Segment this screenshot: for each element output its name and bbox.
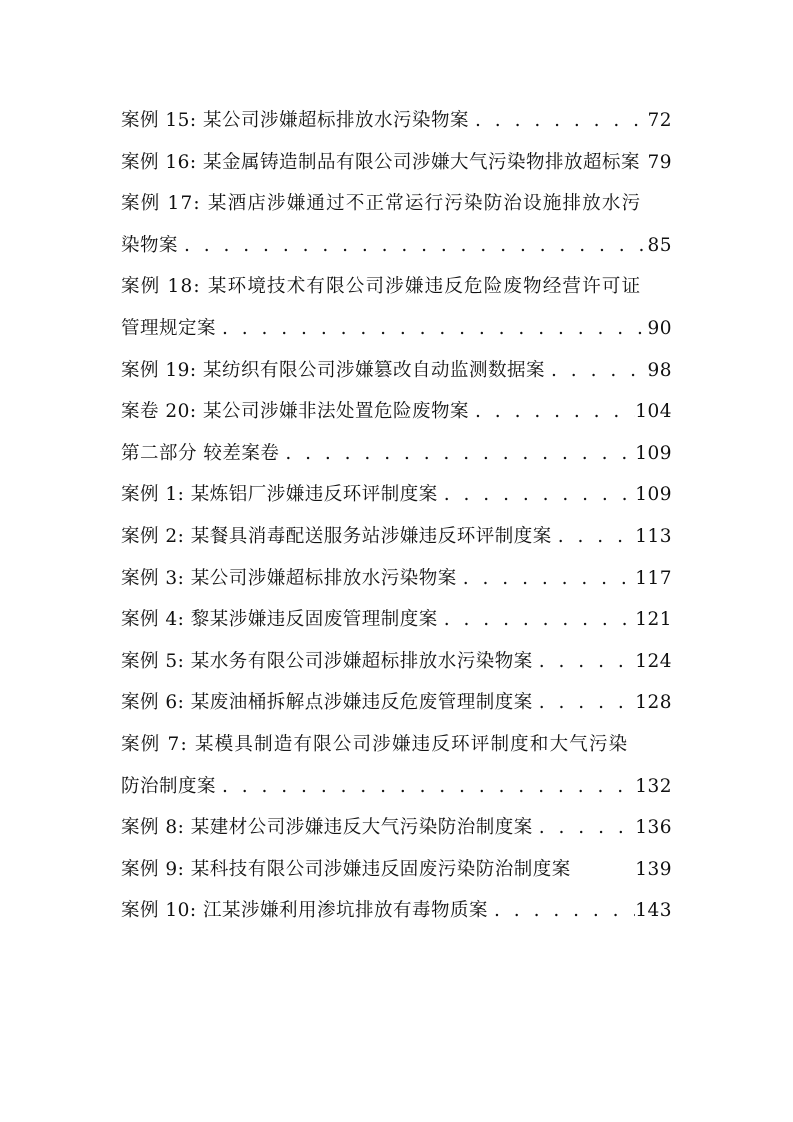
toc-entry-title: 管理规定案	[121, 317, 217, 339]
toc-entry-page: 113	[635, 525, 672, 547]
toc-entry-title: 案例 3: 某公司涉嫌超标排放水污染物案	[121, 567, 457, 589]
toc-entry[interactable]	[121, 890, 672, 932]
toc-leader-dots	[488, 890, 635, 932]
toc-entry-continued[interactable]	[121, 308, 672, 350]
toc-entry[interactable]	[121, 183, 672, 225]
toc-entry-title: 案例 19: 某纺织有限公司涉嫌篡改自动监测数据案	[121, 359, 546, 381]
toc-entry-title: 案例 9: 某科技有限公司涉嫌违反固废污染防治制度案	[121, 858, 571, 880]
toc-entry-page: 136	[635, 817, 672, 839]
toc-entry-page: 143	[635, 900, 672, 922]
toc-leader-dots	[533, 682, 635, 724]
toc-entry[interactable]	[121, 641, 672, 683]
toc-entry-page: 109	[635, 484, 672, 506]
toc-leader-dots	[438, 474, 635, 516]
toc-entry[interactable]	[121, 849, 672, 891]
toc-entry[interactable]	[121, 100, 672, 142]
toc-entry-continued[interactable]	[121, 225, 672, 267]
toc-entry-title: 防治制度案	[121, 775, 217, 797]
toc-leader-dots	[279, 433, 635, 475]
toc-leader-dots	[469, 391, 635, 433]
toc-entry-page: 104	[635, 401, 672, 423]
toc-entry-title: 案例 7: 某模具制造有限公司涉嫌违反环评制度和大气污染	[121, 733, 629, 755]
toc-entry[interactable]	[121, 724, 672, 766]
toc-entry-page: 72	[647, 110, 672, 131]
toc-entry-title: 案例 18: 某环境技术有限公司涉嫌违反危险废物经营许可证	[121, 276, 642, 298]
toc-entry-page: 98	[647, 359, 672, 381]
toc-entry-page: 90	[647, 317, 672, 339]
toc-leader-dots	[178, 225, 647, 267]
toc-leader-dots	[533, 641, 635, 683]
toc-entry-title: 案例 2: 某餐具消毒配送服务站涉嫌违反环评制度案	[121, 525, 552, 547]
toc-entry-title: 案例 17: 某酒店涉嫌通过不正常运行污染防治设施排放水污	[121, 193, 642, 215]
toc-entry-title: 案例 1: 某炼铝厂涉嫌违反环评制度案	[121, 484, 438, 506]
table-of-contents	[121, 100, 672, 932]
toc-entry[interactable]	[121, 266, 672, 308]
toc-entry-title: 案例 15: 某公司涉嫌超标排放水污染物案	[121, 110, 470, 131]
toc-entry[interactable]	[121, 474, 672, 516]
toc-entry-title: 案例 16: 某金属铸造制品有限公司涉嫌大气污染物排放超标案	[121, 151, 641, 173]
toc-entry-title: 染物案	[121, 234, 179, 256]
toc-entry-page: 132	[635, 775, 672, 797]
toc-entry-title: 案例 4: 黎某涉嫌违反固废管理制度案	[121, 609, 438, 631]
toc-leader-dots	[533, 807, 635, 849]
toc-entry[interactable]	[121, 807, 672, 849]
toc-entry-title: 案例 10: 江某涉嫌利用渗坑排放有毒物质案	[121, 900, 489, 922]
toc-entry-page: 117	[635, 567, 672, 589]
toc-entry-title: 案卷 20: 某公司涉嫌非法处置危险废物案	[121, 401, 470, 423]
toc-entry-continued[interactable]	[121, 766, 672, 808]
toc-entry-title: 案例 6: 某废油桶拆解点涉嫌违反危废管理制度案	[121, 692, 533, 714]
toc-leader-dots	[216, 766, 635, 808]
toc-entry[interactable]	[121, 350, 672, 392]
toc-entry-title: 案例 8: 某建材公司涉嫌违反大气污染防治制度案	[121, 817, 533, 839]
toc-section-heading[interactable]	[121, 433, 672, 475]
toc-entry[interactable]	[121, 391, 672, 433]
toc-leader-dots	[469, 100, 647, 142]
toc-entry[interactable]	[121, 142, 672, 184]
toc-entry-page: 79	[647, 151, 672, 173]
toc-leader-dots	[438, 599, 635, 641]
toc-leader-dots	[545, 350, 647, 392]
toc-leader-dots	[216, 308, 647, 350]
toc-entry[interactable]	[121, 599, 672, 641]
toc-leader-dots	[457, 558, 635, 600]
toc-entry[interactable]	[121, 516, 672, 558]
toc-entry-page: 139	[635, 858, 672, 880]
toc-leader-dots	[552, 516, 635, 558]
toc-entry-page: 121	[635, 609, 672, 631]
toc-entry-page: 109	[635, 442, 672, 464]
toc-entry-page: 124	[635, 650, 672, 672]
toc-entry-title: 案例 5: 某水务有限公司涉嫌超标排放水污染物案	[121, 650, 533, 672]
toc-entry-title: 第二部分 较差案卷	[121, 442, 280, 464]
toc-entry[interactable]	[121, 558, 672, 600]
toc-entry-page: 128	[635, 692, 672, 714]
toc-entry[interactable]	[121, 682, 672, 724]
toc-entry-page: 85	[647, 234, 672, 256]
